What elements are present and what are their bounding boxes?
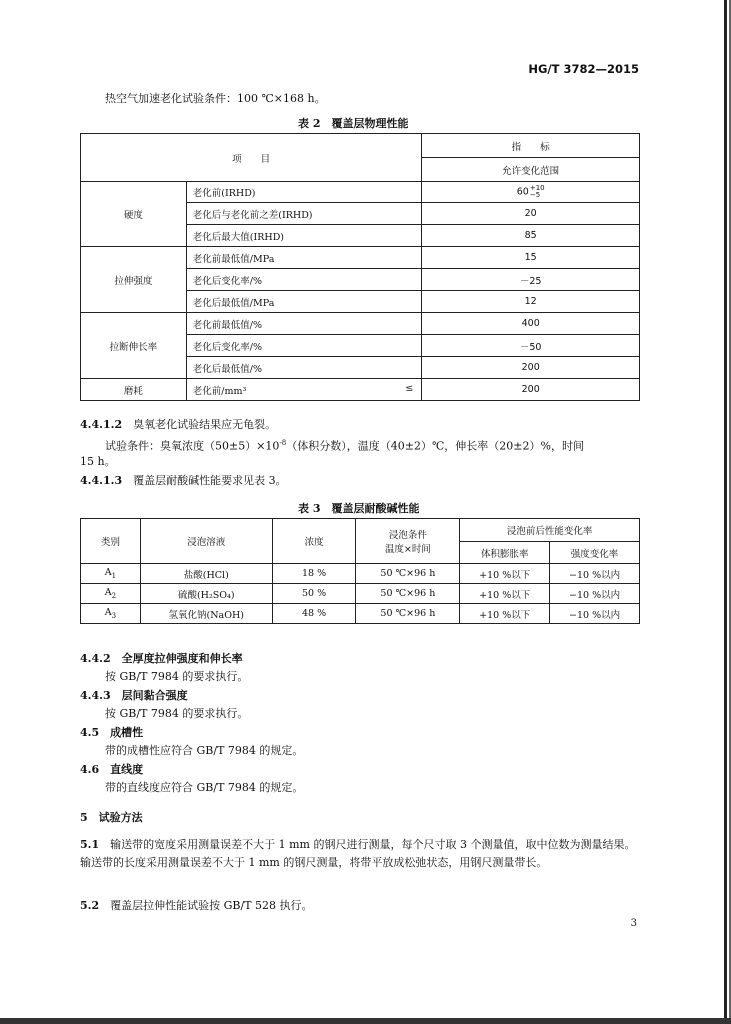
table2-head-index: 指 标: [422, 134, 640, 158]
table3-cell-volume: +10 %以下: [460, 604, 550, 624]
table3-cell-strength: −10 %以内: [550, 564, 640, 584]
conditions-head-line1: 浸泡条件: [388, 530, 427, 541]
table2-head-item: 项 目: [81, 134, 422, 182]
clause-4-4-3: [80, 688, 188, 704]
table3-cell-strength: −10 %以内: [550, 584, 640, 604]
table2-row-value: [422, 182, 640, 203]
table2-row-value: 85: [422, 225, 640, 247]
table2-row-value: 200: [422, 379, 640, 401]
category-subscript: 3: [111, 611, 117, 620]
conditions-head-line2: 温度×时间: [384, 544, 431, 555]
table2-group-abrasion: 磨耗: [81, 379, 187, 401]
table2-row-value: 400: [422, 313, 640, 335]
table2-row-value: 12: [422, 291, 640, 313]
table2-row-label: 老化前(IRHD): [186, 182, 422, 203]
table3-cell-conditions: 50 ℃×96 h: [356, 584, 460, 604]
clause-4-4-3-text: 按 GB/T 7984 的要求执行。: [105, 707, 249, 720]
table3-cell-concentration: 18 %: [272, 564, 356, 584]
category-letter: A: [104, 567, 112, 579]
table3-cell-conditions: 50 ℃×96 h: [356, 604, 460, 624]
table3-head-conditions: [356, 519, 460, 564]
table2-group-hardness: 硬度: [81, 182, 187, 247]
table3-cell-category: [81, 604, 141, 624]
clause-title: 层间黏合强度: [121, 689, 188, 702]
table-acid-alkali-resistance: [80, 518, 640, 624]
abrasion-label: 老化前/mm³: [192, 385, 247, 397]
table3-caption: 表 3 覆盖层耐酸碱性能: [298, 502, 420, 515]
clause-title: 直线度: [110, 763, 144, 776]
table3-head-change: 浸泡前后性能变化率: [460, 519, 640, 542]
aging-conditions: 热空气加速老化试验条件：100 ℃×168 h。: [105, 92, 326, 105]
category-subscript: 1: [111, 571, 117, 580]
table3-head-concentration: 浓度: [272, 519, 356, 564]
category-letter: A: [104, 587, 112, 599]
table2-row-value: －50: [422, 335, 640, 357]
table3-cell-concentration: 48 %: [272, 604, 356, 624]
clause-number: 5.2: [80, 899, 100, 912]
table2-row-label: 老化前最低值/MPa: [186, 247, 422, 269]
clause-text: 臭氧老化试验结果应无龟裂。: [133, 418, 277, 431]
clause-4-4-1-3: [80, 473, 287, 489]
page-number: 3: [630, 918, 637, 929]
table2-row-value: 20: [422, 203, 640, 225]
table2-row-value: 15: [422, 247, 640, 269]
clause-4-5-text: 带的成槽性应符合 GB/T 7984 的规定。: [105, 744, 304, 757]
table3-cell-concentration: 50 %: [272, 584, 356, 604]
clause-number: 4.4.2: [80, 652, 111, 665]
scan-border-bottom: [0, 1018, 731, 1024]
table3-cell-volume: +10 %以下: [460, 564, 550, 584]
table2-head-range: 允许变化范围: [422, 158, 640, 182]
ozone-test-time: 15 h。: [80, 455, 116, 468]
table3-head-strength: 强度变化率: [550, 542, 640, 564]
table-physical-properties: [80, 133, 640, 401]
hardness-value: 60: [516, 186, 529, 198]
ozone-test-conditions: [105, 435, 584, 455]
clause-number: 4.4.1.3: [80, 474, 123, 487]
table2-row-label: 老化后最低值/MPa: [186, 291, 422, 313]
table2-caption: 表 2 覆盖层物理性能: [298, 117, 409, 130]
conditions-part2: （体积分数），温度（40±2）℃，伸长率（20±2）%，时间: [286, 439, 584, 453]
table2-row-label: 老化后最大值(IRHD): [186, 225, 422, 247]
table3-cell-solution: 硫酸(H₂SO₄): [140, 584, 272, 604]
section-5-heading: [80, 810, 143, 826]
clause-4-4-2-text: 按 GB/T 7984 的要求执行。: [105, 670, 249, 683]
less-equal-sign: ≤: [405, 382, 414, 394]
table3-cell-solution: 盐酸(HCl): [140, 564, 272, 584]
standard-number: HG/T 3782—2015: [528, 62, 639, 76]
table3-head-volume: 体积膨胀率: [460, 542, 550, 564]
table2-row-label: 老化后变化率/%: [186, 335, 422, 357]
table3-cell-category: [81, 584, 141, 604]
tolerance-minus: −5: [529, 191, 541, 199]
table2-row-label: 老化后与老化前之差(IRHD): [186, 203, 422, 225]
clause-text: 覆盖层耐酸碱性能要求见表 3。: [133, 474, 287, 487]
category-letter: A: [104, 607, 112, 619]
scan-border-right: [724, 0, 727, 1024]
conditions-part1: 试验条件：臭氧浓度（50±5）×10: [105, 439, 280, 453]
clause-4-4-1-2: [80, 417, 276, 433]
table3-cell-solution: 氢氧化钠(NaOH): [140, 604, 272, 624]
clause-5-1: [80, 836, 636, 872]
clause-title: 成槽性: [110, 726, 144, 739]
table3-head-category: 类别: [81, 519, 141, 564]
table3-cell-volume: +10 %以下: [460, 584, 550, 604]
table3-cell-strength: −10 %以内: [550, 604, 640, 624]
category-subscript: 2: [111, 591, 117, 600]
table3-head-solution: 浸泡溶液: [140, 519, 272, 564]
clause-number: 4.4.3: [80, 689, 111, 702]
clause-title: 全厚度拉伸强度和伸长率: [121, 652, 243, 665]
table2-row-label: [186, 379, 422, 401]
table3-cell-category: [81, 564, 141, 584]
table2-row-label: 老化后变化率/%: [186, 269, 422, 291]
table2-row-label: 老化前最低值/%: [186, 313, 422, 335]
conditions-exponent: -8: [279, 439, 287, 447]
section-title: 试验方法: [98, 811, 143, 824]
section-number: 5: [80, 811, 88, 824]
clause-text: 覆盖层拉伸性能试验按 GB/T 528 执行。: [110, 899, 313, 912]
clause-4-4-2: [80, 651, 243, 667]
clause-number: 4.4.1.2: [80, 418, 123, 431]
clause-4-6: [80, 762, 143, 778]
clause-text: 输送带的宽度采用测量误差不大于 1 mm 的钢尺进行测量，每个尺寸取 3 个测量值，取中位数为测量结果。输送带的长度采用测量误差不大于 1 mm 的钢尺测量，将带平放成松弛状态，用钢尺测量带长。: [80, 838, 636, 869]
clause-number: 4.6: [80, 763, 100, 776]
tolerance-plus: +10: [529, 184, 545, 192]
table2-row-value: －25: [422, 269, 640, 291]
clause-4-5: [80, 725, 143, 741]
table2-group-elongation: 拉断伸长率: [81, 313, 187, 379]
table2-group-tensile: 拉伸强度: [81, 247, 187, 313]
table2-row-value: 200: [422, 357, 640, 379]
table2-row-label: 老化后最低值/%: [186, 357, 422, 379]
table3-cell-conditions: 50 ℃×96 h: [356, 564, 460, 584]
clause-5-2: [80, 898, 313, 914]
hardness-tolerance: [530, 185, 545, 199]
clause-number: 4.5: [80, 726, 100, 739]
clause-number: 5.1: [80, 838, 100, 851]
clause-4-6-text: 带的直线度应符合 GB/T 7984 的规定。: [105, 781, 304, 794]
